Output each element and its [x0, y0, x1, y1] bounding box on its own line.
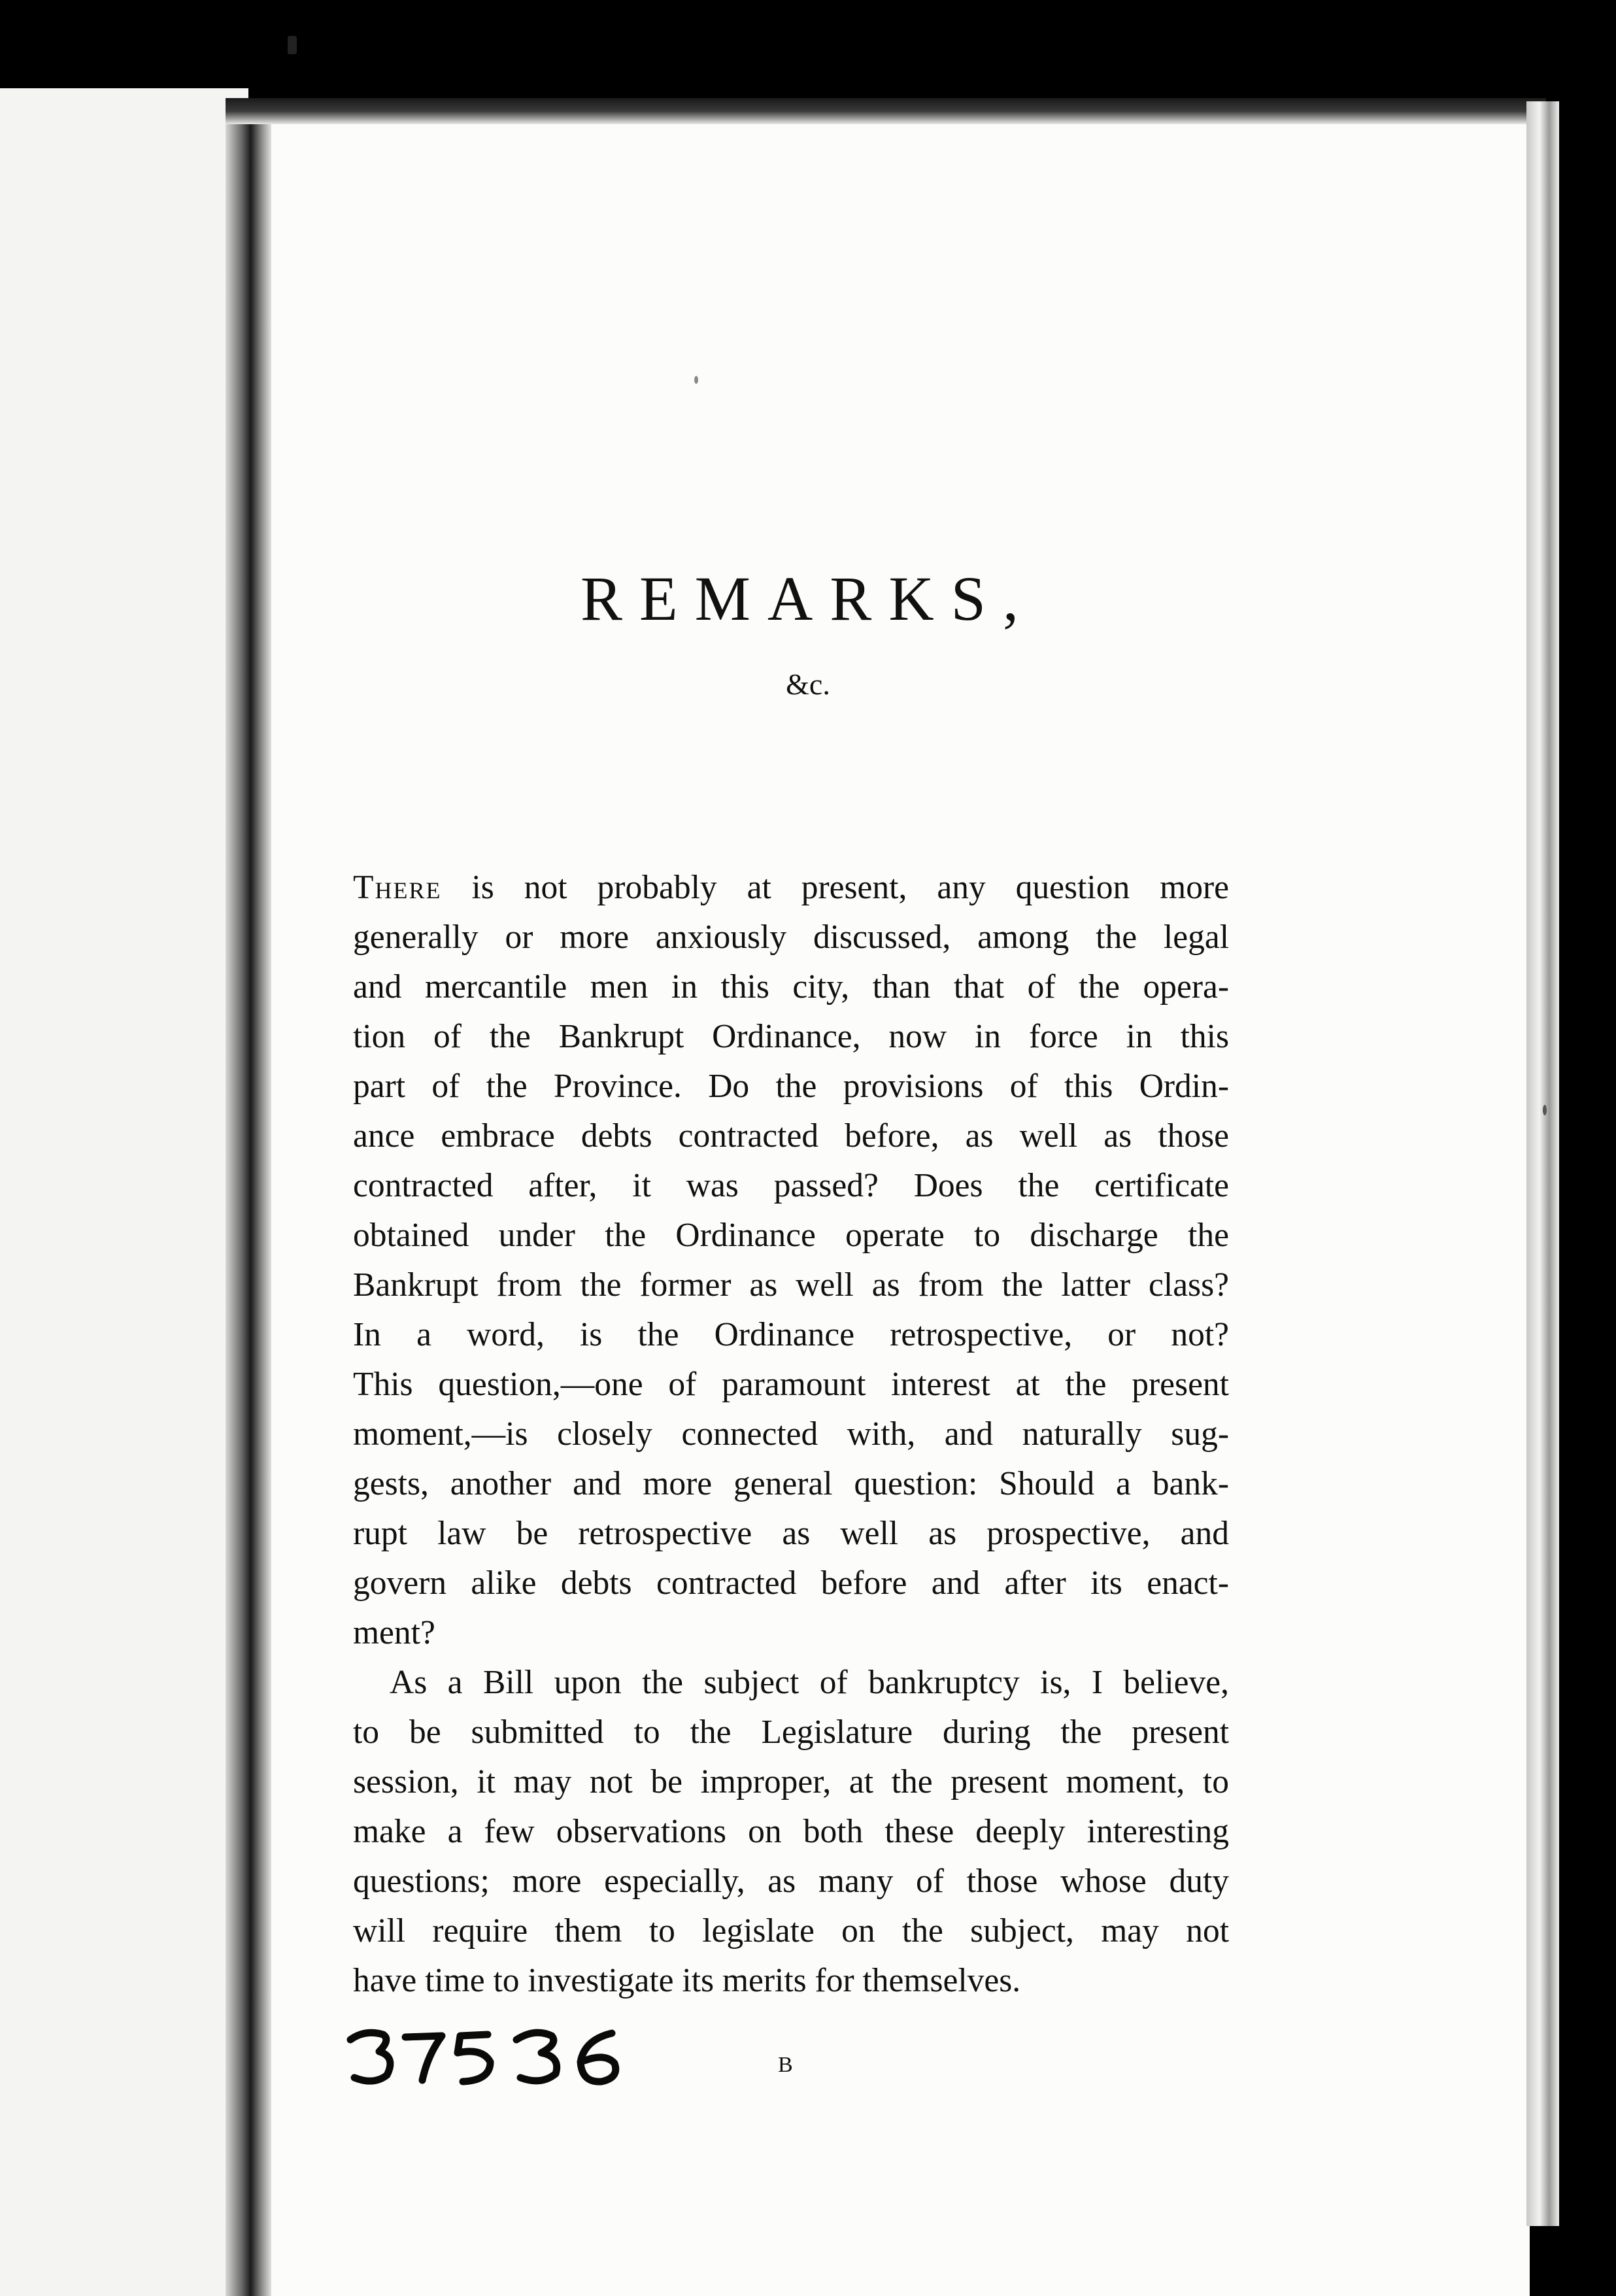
text-line: moment,—is closely connected with, and naturally sug- [353, 1415, 1229, 1453]
text-line: gests, another and more general question: Should a bank- [353, 1465, 1229, 1502]
text-line: rupt law be retrospective as well as prospective, and [353, 1515, 1229, 1552]
text-line: govern alike debts contracted before and after its enact- [353, 1564, 1229, 1602]
page-fore-edge [1526, 101, 1559, 2226]
scan-speck [288, 36, 297, 54]
paragraph-2 [353, 1658, 1229, 2006]
text-line: will require them to legislate on the subject, may not [353, 1912, 1229, 1950]
text-line: contracted after, it was passed? Does the certificate [353, 1167, 1229, 1204]
text-line: tion of the Bankrupt Ordinance, now in force in this [353, 1018, 1229, 1055]
text-line: ance embrace debts contracted before, as well as those [353, 1117, 1229, 1155]
text-line: part of the Province. Do the provisions of this Ordin- [353, 1068, 1229, 1105]
text-line: make a few observations on both these deeply interesting [353, 1813, 1229, 1850]
text-line: There is not probably at present, any question more [353, 869, 1229, 906]
text-line: questions; more especially, as many of those whose duty [353, 1863, 1229, 1900]
text-line: and mercantile men in this city, than that of the opera- [353, 968, 1229, 1005]
text-line: generally or more anxiously discussed, among the legal [353, 919, 1229, 956]
text-line: Bankrupt from the former as well as from the latter class? [353, 1266, 1229, 1304]
text-line: ment? [353, 1614, 435, 1651]
scan-background-right [1559, 98, 1616, 2296]
page-subtitle: &c. [786, 667, 830, 701]
text-line: session, it may not be improper, at the present moment, to [353, 1763, 1229, 1800]
text-line: This question,—one of paramount interest at the present [353, 1366, 1229, 1403]
page-title: REMARKS, [580, 564, 1036, 633]
drop-lead-word: There [353, 869, 442, 906]
text-line: As a Bill upon the subject of bankruptcy is, I believe, [390, 1664, 1229, 1701]
handwritten-accession-number [345, 2020, 633, 2095]
handwritten-number-drawing [345, 2020, 633, 2092]
scan-speck [694, 376, 698, 384]
page-top-edge [226, 98, 1546, 124]
text-line: have time to investigate its merits for themselves. [353, 1962, 1021, 1999]
text-line: obtained under the Ordinance operate to discharge the [353, 1217, 1229, 1254]
text-line: In a word, is the Ordinance retrospective, or not? [353, 1316, 1229, 1353]
paragraph-1 [353, 863, 1229, 1658]
scan-speck [1543, 1105, 1547, 1115]
text-line: to be submitted to the Legislature during the present [353, 1714, 1229, 1751]
body-text [353, 863, 1229, 2006]
binding-gutter [226, 98, 271, 2296]
signature-mark: B [778, 2053, 793, 2077]
left-page-edge [0, 88, 248, 2296]
